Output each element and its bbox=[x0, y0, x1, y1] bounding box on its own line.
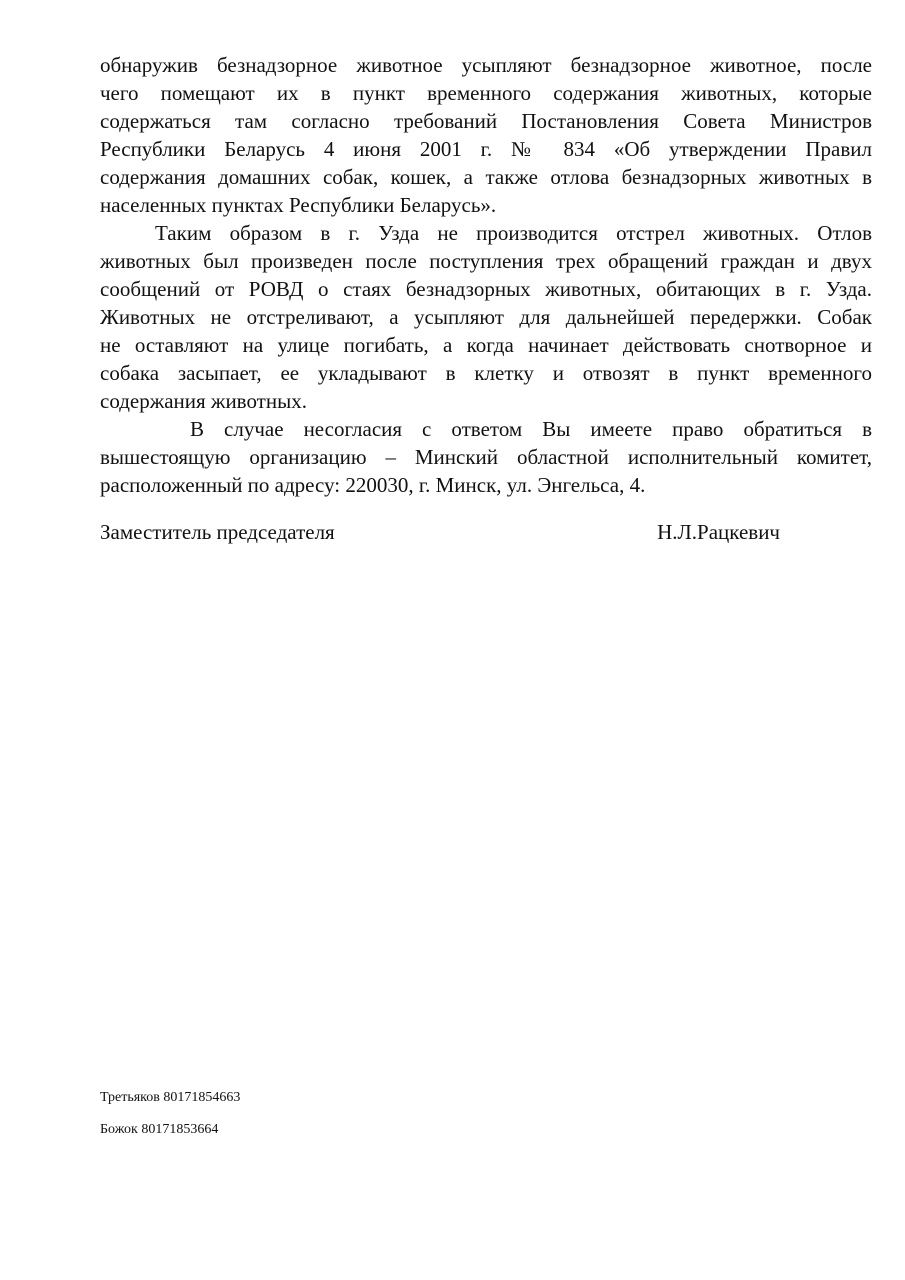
text-line: содержания домашних собак, кошек, а также отлова безнадзорных животных в bbox=[100, 165, 872, 189]
text-line: содержания животных. bbox=[100, 389, 307, 413]
text-line: животных был произведен после поступления трех обращений граждан и двух bbox=[100, 249, 872, 273]
text-line: вышестоящую организацию – Минский областной исполнительный комитет, bbox=[100, 445, 872, 469]
signature-block bbox=[100, 520, 780, 545]
text-line: Республики Беларусь 4 июня 2001 г. № 834 «Об утверждении Правил bbox=[100, 137, 872, 161]
contact-line: Божок 80171853664 bbox=[100, 1122, 219, 1137]
text-line: не оставляют на улице погибать, а когда начинает действовать снотворное и bbox=[100, 333, 872, 357]
text-line: собака засыпает, ее укладывают в клетку и отвозят в пункт временного bbox=[100, 361, 872, 385]
text-line: содержаться там согласно требований Постановления Совета Министров bbox=[100, 109, 872, 133]
paragraph-3 bbox=[100, 415, 872, 499]
text-line: расположенный по адресу: 220030, г. Минск, ул. Энгельса, 4. bbox=[100, 473, 646, 497]
text-line: Животных не отстреливают, а усыпляют для дальнейшей передержки. Собак bbox=[100, 305, 872, 329]
text-line: Таким образом в г. Узда не производится отстрел животных. Отлов bbox=[155, 221, 872, 245]
text-line: чего помещают их в пункт временного содержания животных, которые bbox=[100, 81, 872, 105]
signatory-position: Заместитель председателя bbox=[100, 520, 335, 544]
paragraph-1 bbox=[100, 51, 872, 219]
signatory-name: Н.Л.Рацкевич bbox=[657, 520, 780, 544]
text-line: В случае несогласия с ответом Вы имеете право обратиться в bbox=[190, 417, 872, 441]
paragraph-2 bbox=[100, 219, 872, 415]
text-line: обнаружив безнадзорное животное усыпляют безнадзорное животное, после bbox=[100, 53, 872, 77]
contact-line: Третьяков 80171854663 bbox=[100, 1090, 241, 1105]
text-line: населенных пунктах Республики Беларусь». bbox=[100, 193, 497, 217]
letter-body bbox=[100, 51, 872, 499]
text-line: сообщений от РОВД о стаях безнадзорных животных, обитающих в г. Узда. bbox=[100, 277, 872, 301]
